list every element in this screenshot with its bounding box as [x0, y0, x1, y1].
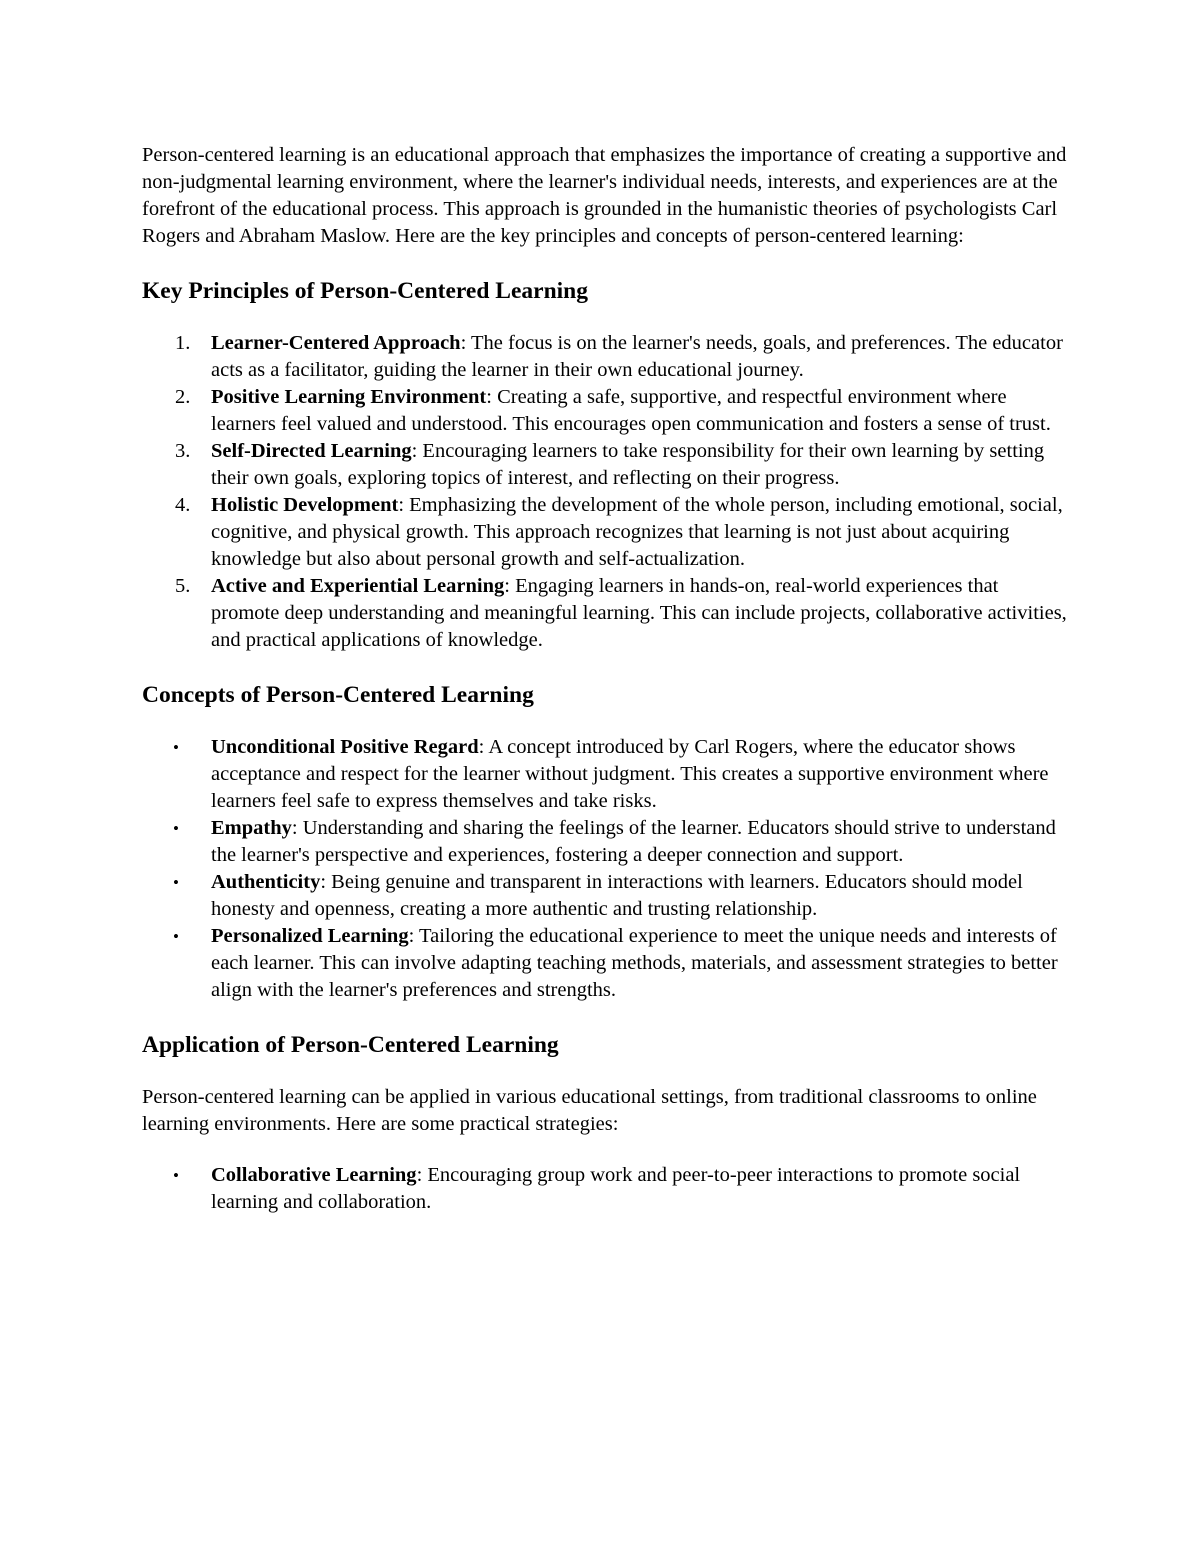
principle-term: Holistic Development	[211, 494, 399, 516]
principle-text: : The focus is on the learner's needs, goals, and preferences. The educator acts as a facilitator, guiding the learner in their own educational journey.	[211, 332, 1063, 381]
concept-term: Authenticity	[211, 871, 321, 893]
application-text: : Encouraging group work and peer-to-peer interactions to promote social learning and collaboration.	[211, 1164, 1021, 1213]
principles-heading: Key Principles of Person-Centered Learning	[142, 278, 588, 304]
concept-term: Personalized Learning	[211, 925, 409, 947]
principle-text: : Creating a safe, supportive, and respectful environment where learners feel valued and understood. This encourages open communication and fosters a sense of trust.	[211, 386, 1051, 435]
concept-text: : Tailoring the educational experience to meet the unique needs and interests of each learner. This can involve adapting teaching methods, materials, and assessment strategies to better align with the learner's preferences and strengths.	[211, 925, 1058, 1001]
principle-item	[142, 330, 1067, 384]
concept-term: Empathy	[211, 817, 292, 839]
concept-item	[142, 734, 1067, 815]
bullet-icon: •	[173, 873, 179, 892]
concept-item	[142, 923, 1067, 1004]
bullet-icon: •	[173, 1166, 179, 1185]
bullet-icon: •	[173, 738, 179, 757]
application-term: Collaborative Learning	[211, 1164, 417, 1186]
application-list	[142, 1162, 1067, 1216]
principle-item	[142, 492, 1067, 573]
principle-item	[142, 573, 1067, 654]
list-number: 2.	[175, 386, 191, 408]
application-item	[142, 1162, 1067, 1216]
list-number: 4.	[175, 494, 191, 516]
list-number: 1.	[175, 332, 191, 354]
principle-term: Active and Experiential Learning	[211, 575, 505, 597]
list-number: 5.	[175, 575, 191, 597]
concept-item	[142, 815, 1067, 869]
concept-text: : A concept introduced by Carl Rogers, where the educator shows acceptance and respect for the learner without judgment. This creates a supportive environment where learners feel safe to express themselves and take risks.	[211, 736, 1049, 812]
concepts-list	[142, 734, 1067, 1004]
principle-text: : Encouraging learners to take responsibility for their own learning by setting their own goals, exploring topics of interest, and reflecting on their progress.	[211, 440, 1045, 489]
principle-text: : Engaging learners in hands-on, real-world experiences that promote deep understanding and meaningful learning. This can include projects, collaborative activities, and practical applications of knowledge.	[211, 575, 1067, 651]
bullet-icon: •	[173, 927, 179, 946]
list-number: 3.	[175, 440, 191, 462]
concept-text: : Being genuine and transparent in interactions with learners. Educators should model honesty and openness, creating a more authentic and trusting relationship.	[211, 871, 1023, 920]
principle-item	[142, 384, 1067, 438]
principles-list	[142, 330, 1067, 654]
application-heading: Application of Person-Centered Learning	[142, 1032, 559, 1058]
principle-item	[142, 438, 1067, 492]
concepts-heading: Concepts of Person-Centered Learning	[142, 682, 534, 708]
concept-text: : Understanding and sharing the feelings of the learner. Educators should strive to understand the learner's perspective and experiences, fostering a deeper connection and support.	[211, 817, 1056, 866]
concept-item	[142, 869, 1067, 923]
principle-text: : Emphasizing the development of the whole person, including emotional, social, cognitive, and physical growth. This approach recognizes that learning is not just about acquiring knowledge but also about personal growth and self-actualization.	[211, 494, 1063, 570]
application-intro: Person-centered learning can be applied in various educational settings, from traditional classrooms to online learning environments. Here are some practical strategies:	[142, 1086, 1037, 1135]
concept-term: Unconditional Positive Regard	[211, 736, 479, 758]
principle-term: Self-Directed Learning	[211, 440, 412, 462]
principle-term: Learner-Centered Approach	[211, 332, 461, 354]
intro-paragraph: Person-centered learning is an educational approach that emphasizes the importance of creating a supportive and non-judgmental learning environment, where the learner's individual needs, interests, and experiences are at the forefront of the educational process. This approach is grounded in the humanistic theories of psychologists Carl Rogers and Abraham Maslow. Here are the key principles and concepts of person-centered learning:	[142, 144, 1067, 247]
principle-term: Positive Learning Environment	[211, 386, 487, 408]
bullet-icon: •	[173, 819, 179, 838]
document-page	[142, 142, 1067, 1216]
